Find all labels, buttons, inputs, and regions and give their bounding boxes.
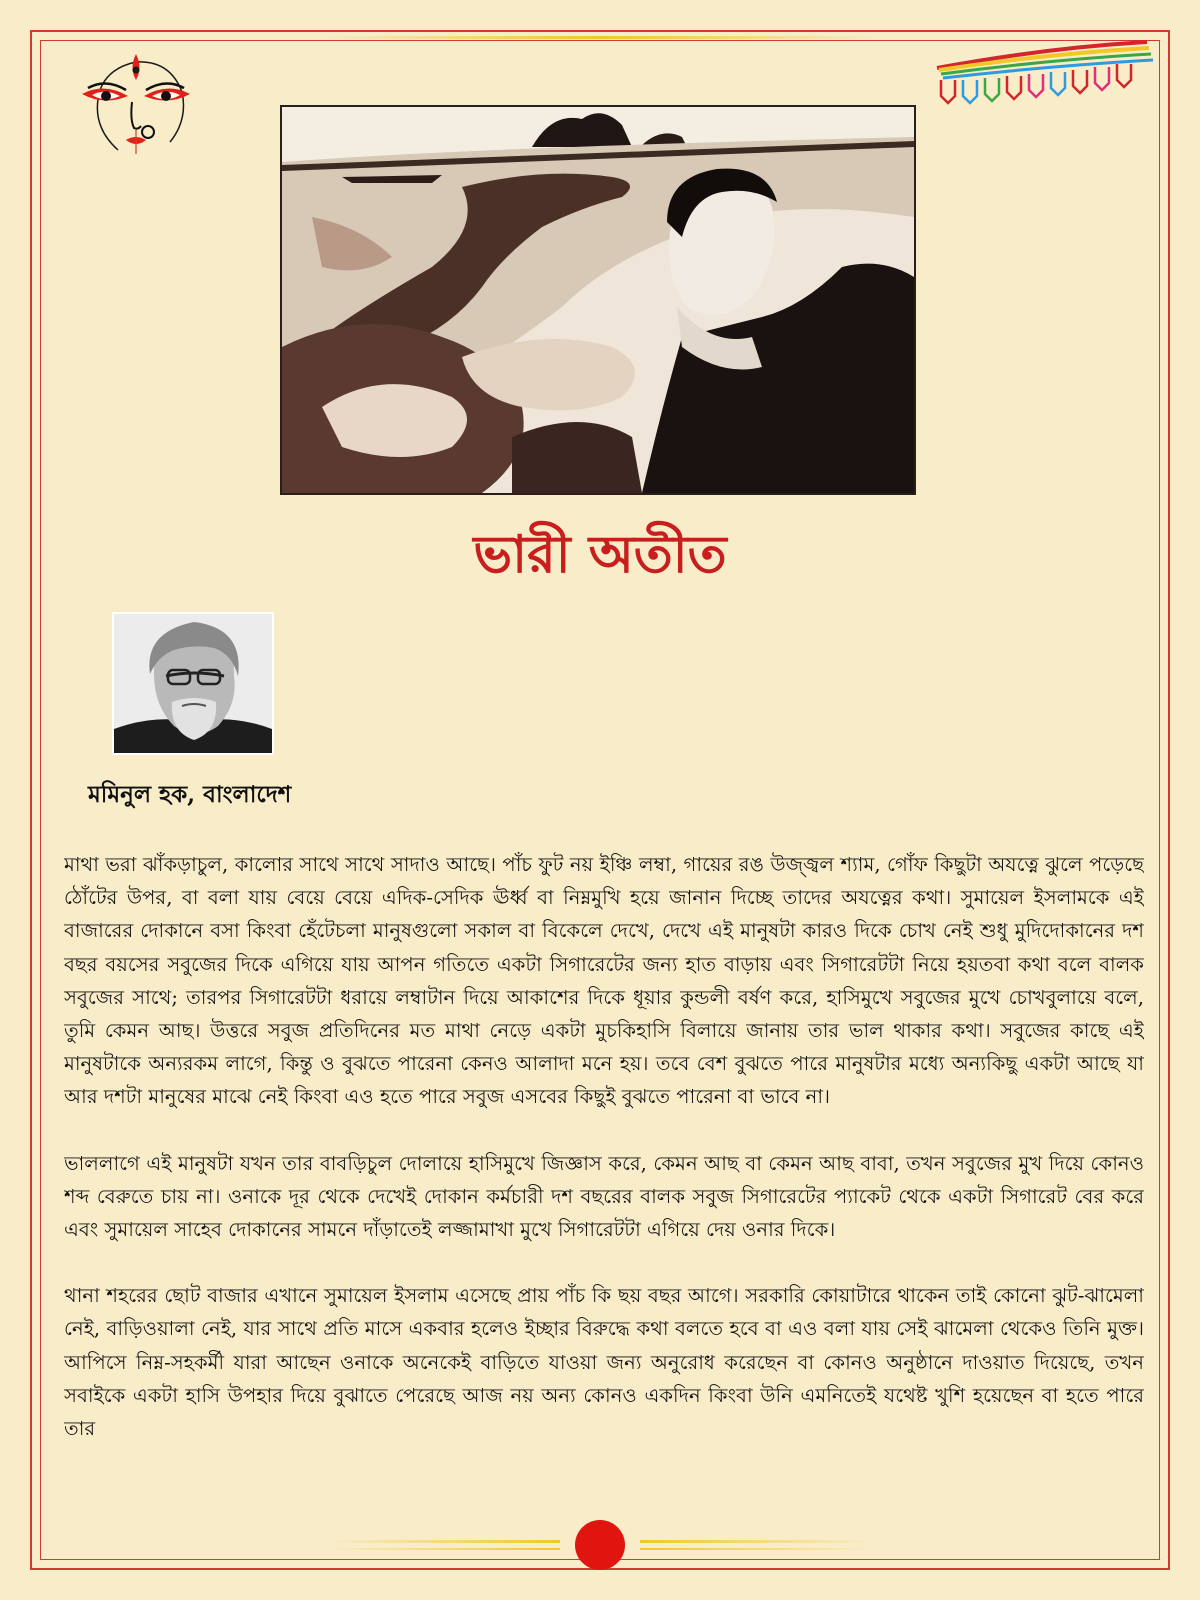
article-paragraph-1: মাথা ভরা ঝাঁকড়াচুল, কালোর সাথে সাথে সাদাও আছে। পাঁচ ফুট নয় ইঞ্চি লম্বা, গায়ের রঙ উজ্জ্বল শ্যাম, গোঁফ কিছুটা অযত্নে ঝুলে পড়েছে ঠোঁটের উপর, বা বলা যায় বেয়ে বেয়ে এদিক-সেদিক ঊর্ধ্ব বা নিম্নমুখি হয়ে জানান দিচ্ছে তাদের অযত্নের কথা। সুমায়েল ইসলামকে এই বাজারের দোকানে বসা কিংবা হেঁটেচলা মানুষগুলো সকাল বা বিকেলে দেখে, দেখে এই মানুষটা কারও দিকে চোখ নেই শুধু মুদিদোকানের দশ বছর বয়সের সবুজের দিকে এগিয়ে যায় আপন গতিতে একটা সিগারেটের জন্য হাত বাড়ায় এবং সিগারেটটা নিয়ে হয়তবা কথা বলে বালক সবুজের সাথে; তারপর সিগারেটটা ধরায়ে লম্বাটান দিয়ে আকাশের দিকে ধূয়ার কুন্ডলী বর্ষণ করে, হাসিমুখে সবুজের মুখে চোখবুলায়ে বলে, তুমি কেমন আছ। উত্তরে সবুজ প্রতিদিনের মত মাথা নেড়ে একটা মুচকিহাসি বিলায়ে জানায় তার ভাল থাকার কথা। সবুজের কাছে এই মানুষটাকে অন্যরকম লাগে, কিন্তু ও বুঝতে পারেনা কেনও আলাদা মনে হয়। তবে বেশ বুঝতে পারে মানুষটার মধ্যে অন্যকিছু একটা আছে যা আর দশটা মানুষের মাঝে নেই কিংবা এও হতে পারে সবুজ এসবের কিছুই বুঝতে পারেনা বা ভাবে না। <box>64 853 1144 1109</box>
article-paragraph-2: ভাললাগে এই মানুষটা যখন তার বাবড়িচুল দোলায়ে হাসিমুখে জিজ্ঞাস করে, কেমন আছ বা কেমন আছ বাবা, তখন সবুজের মুখ দিয়ে কোনও শব্দ বেরুতে চায় না। ওনাকে দূর থেকে দেখেই দোকান কর্মচারী দশ বছরের বালক সবুজ সিগারেটের প্যাকেট থেকে একটা সিগারেট বের করে এবং সুমায়েল সাহেব দোকানের সামনে দাঁড়াতেই লজ্জামাখা মুখে সিগারেটটা এগিয়ে দেয় ওনার দিকে। <box>64 1151 1144 1242</box>
story-title: ভারী অতীত <box>473 524 727 585</box>
author-name: মমিনুল হক, বাংলাদেশ <box>88 781 292 808</box>
durga-face-icon <box>78 50 193 160</box>
bottom-gold-line-right <box>640 1540 870 1543</box>
article-paragraph-3: থানা শহরের ছোট বাজার এখানে সুমায়েল ইসলাম এসেছে প্রায় পাঁচ কি ছয় বছর আগে। সরকারি কোয়াটারে থাকেন তাই কোনো ঝুট-ঝামেলা নেই, বাড়িওয়ালা নেই, যার সাথে প্রতি মাসে একবার হলেও ইচ্ছার বিরুদ্ধে কথা বলতে হবে বা এও বলা যায় সেই ঝামেলা থেকেও তিনি মুক্ত। আপিসে নিম্ন-সহকর্মী যারা আছেন ওনাকে অনেকেই বাড়িতে যাওয়া জন্য অনুরোধ করেছেন বা কোনও অনুষ্ঠানে দাওয়াত দিয়েছে, তখন সবাইকে একটা হাসি উপহার দিয়ে বুঝাতে পেরেছে আজ নয় অন্য কোনও একদিন কিংবা উনি এমনিতেই যথেষ্ট খুশি হয়েছেন বা হতে পারে তার <box>64 1284 1144 1441</box>
bottom-gold-line-left <box>330 1540 560 1543</box>
article-body <box>64 848 1144 1508</box>
bottom-gold-line-left-2 <box>330 1548 560 1550</box>
author-portrait-photo <box>112 612 274 755</box>
top-gold-line <box>320 36 880 39</box>
festive-bunting-icon <box>935 40 1160 120</box>
red-dot-ornament <box>575 1520 625 1570</box>
bottom-gold-line-right-2 <box>640 1548 870 1550</box>
melancholy-painting-illustration <box>280 105 916 495</box>
